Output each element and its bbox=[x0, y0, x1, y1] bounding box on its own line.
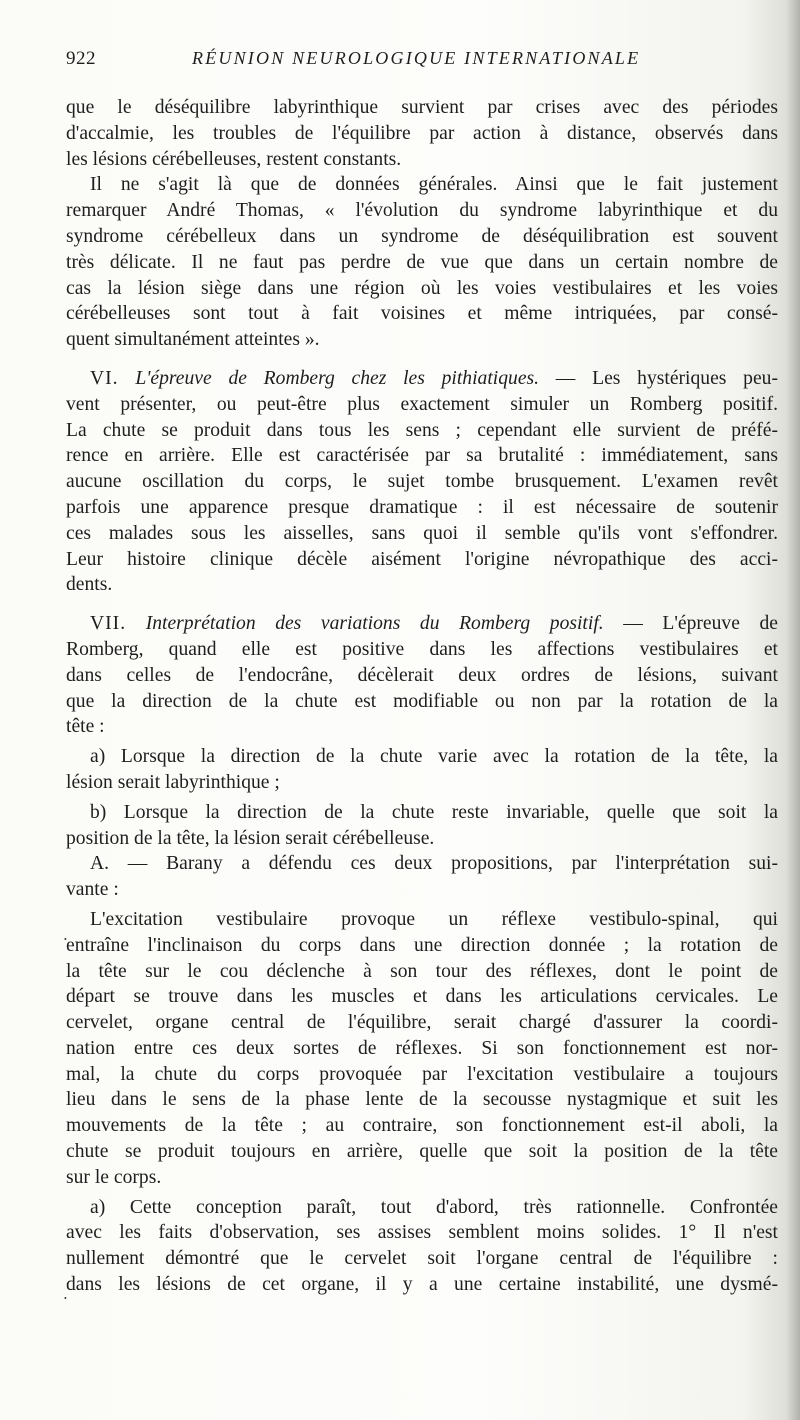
page-number: 922 bbox=[66, 48, 96, 69]
text-line: avec les faits d'observation, ses assises semblent moins solides. 1° Il n'est bbox=[66, 1222, 778, 1244]
paragraph-A bbox=[66, 851, 778, 903]
text-line: parfois une apparence presque dramatique : il est nécessaire de soutenir bbox=[66, 496, 778, 518]
text-line: dents. bbox=[66, 574, 113, 596]
paragraph-a bbox=[66, 744, 778, 796]
section-heading-line bbox=[66, 611, 778, 637]
text-line: cas la lésion siège dans une région où les voies vestibulaires et les voies bbox=[66, 277, 778, 299]
text-line: Leur histoire clinique décèle aisément l'origine névropathique des acci- bbox=[66, 548, 778, 570]
text-line: chute se produit toujours en arrière, quelle que soit la position de la tête bbox=[66, 1141, 778, 1163]
text-line: cérébelleuses sont tout à fait voisines et même intriquées, par consé- bbox=[66, 303, 778, 325]
text-line: mouvements de la tête ; au contraire, son fonctionnement est-il aboli, la bbox=[66, 1115, 778, 1137]
text-line: Il ne s'agit là que de données générales. Ainsi que le fait justement bbox=[90, 174, 778, 196]
text-line: mal, la chute du corps provoquée par l'excitation vestibulaire a toujours bbox=[66, 1063, 778, 1085]
text-line: les lésions cérébelleuses, restent constants. bbox=[66, 148, 402, 170]
paragraph bbox=[66, 172, 778, 353]
text-line: que la direction de la chute est modifiable ou non par la rotation de la bbox=[66, 690, 778, 712]
text-line: L'excitation vestibulaire provoque un réflexe vestibulo-spinal, qui bbox=[90, 908, 778, 930]
section-vi bbox=[66, 366, 778, 598]
text-line: entraîne l'inclinaison du corps dans une direction donnée ; la rotation de bbox=[66, 934, 778, 956]
text-line: vante : bbox=[66, 879, 119, 901]
text-line: a) Cette conception paraît, tout d'abord, très rationnelle. Confrontée bbox=[90, 1196, 778, 1218]
text-line: b) Lorsque la direction de la chute reste invariable, quelle que soit la bbox=[90, 801, 778, 823]
section-heading-line bbox=[66, 366, 778, 392]
paragraph bbox=[66, 1195, 778, 1298]
text-line: sur le corps. bbox=[66, 1166, 162, 1188]
section-gap bbox=[66, 353, 778, 366]
text-line: quent simultanément atteintes ». bbox=[66, 329, 320, 351]
paragraph bbox=[66, 95, 778, 172]
text-line: A. — Barany a défendu ces deux propositions, par l'interprétation sui- bbox=[90, 853, 778, 875]
margin-speck: • bbox=[64, 935, 67, 944]
text-line: ces malades sous les aisselles, sans quoi il semble qu'ils vont s'effondrer. bbox=[66, 522, 778, 544]
text-line: position de la tête, la lésion serait cérébelleuse. bbox=[66, 827, 435, 849]
page-header bbox=[66, 48, 756, 78]
section-number: VII. bbox=[90, 613, 127, 635]
text-line: dans celles de l'endocrâne, décèlerait deux ordres de lésions, suivant bbox=[66, 664, 778, 686]
section-number: VI. bbox=[90, 367, 119, 389]
text-line: nation entre ces deux sortes de réflexes. Si son fonctionnement est nor- bbox=[66, 1037, 778, 1059]
text-line: tête : bbox=[66, 716, 105, 738]
text-line: rence en arrière. Elle est caractérisée par sa brutalité : immédiatement, sans bbox=[66, 445, 778, 467]
text-line: la tête sur le cou déclenche à son tour des réflexes, dont le point de bbox=[66, 960, 778, 982]
text-line: aucune oscillation du corps, le sujet tombe brusquement. L'examen revêt bbox=[66, 471, 778, 493]
text-line: cervelet, organe central de l'équilibre, serait chargé d'assurer la coordi- bbox=[66, 1012, 778, 1034]
text-line: d'accalmie, les troubles de l'équilibre par action à distance, observés dans bbox=[66, 122, 778, 144]
text-line: départ se trouve dans les muscles et dans les articulations cervicales. Le bbox=[66, 986, 778, 1008]
text-line: Romberg, quand elle est positive dans les affections vestibulaires et bbox=[66, 638, 778, 660]
text-line: dans les lésions de cet organe, il y a une certaine instabilité, une dysmé- bbox=[66, 1274, 778, 1296]
paragraph-b bbox=[66, 800, 778, 852]
section-heading-rest: — L'épreuve de bbox=[623, 613, 778, 635]
section-title: Interprétation des variations du Romberg positif. bbox=[145, 613, 604, 635]
running-title: RÉUNION NEUROLOGIQUE INTERNATIONALE bbox=[192, 48, 641, 68]
margin-speck: • bbox=[64, 1294, 67, 1303]
text-line: lieu dans le sens de la phase lente de la secousse nystagmique et suit les bbox=[66, 1089, 778, 1111]
text-line: La chute se produit dans tous les sens ; cependant elle survient de préfé- bbox=[66, 419, 778, 441]
paragraph bbox=[66, 907, 778, 1191]
text-line: a) Lorsque la direction de la chute varie avec la rotation de la tête, la bbox=[90, 746, 778, 768]
text-line: nullement démontré que le cervelet soit l'organe central de l'équilibre : bbox=[66, 1248, 778, 1270]
section-gap bbox=[66, 598, 778, 611]
section-heading-rest: — Les hystériques peu- bbox=[555, 367, 778, 389]
section-title: L'épreuve de Romberg chez les pithiatiques. bbox=[135, 367, 540, 389]
section-vii bbox=[66, 611, 778, 740]
page-edge-shadow bbox=[786, 0, 800, 1420]
page-body bbox=[66, 95, 778, 1298]
text-line: remarquer André Thomas, « l'évolution du syndrome labyrinthique et du bbox=[66, 200, 778, 222]
text-line: très délicate. Il ne faut pas perdre de vue que dans un certain nombre de bbox=[66, 251, 778, 273]
text-line: que le déséquilibre labyrinthique survient par crises avec des périodes bbox=[66, 97, 778, 118]
text-line: vent présenter, ou peut-être plus exactement simuler un Romberg positif. bbox=[66, 393, 778, 415]
text-line: lésion serait labyrinthique ; bbox=[66, 771, 280, 793]
text-line: syndrome cérébelleux dans un syndrome de déséquilibration est souvent bbox=[66, 225, 778, 247]
